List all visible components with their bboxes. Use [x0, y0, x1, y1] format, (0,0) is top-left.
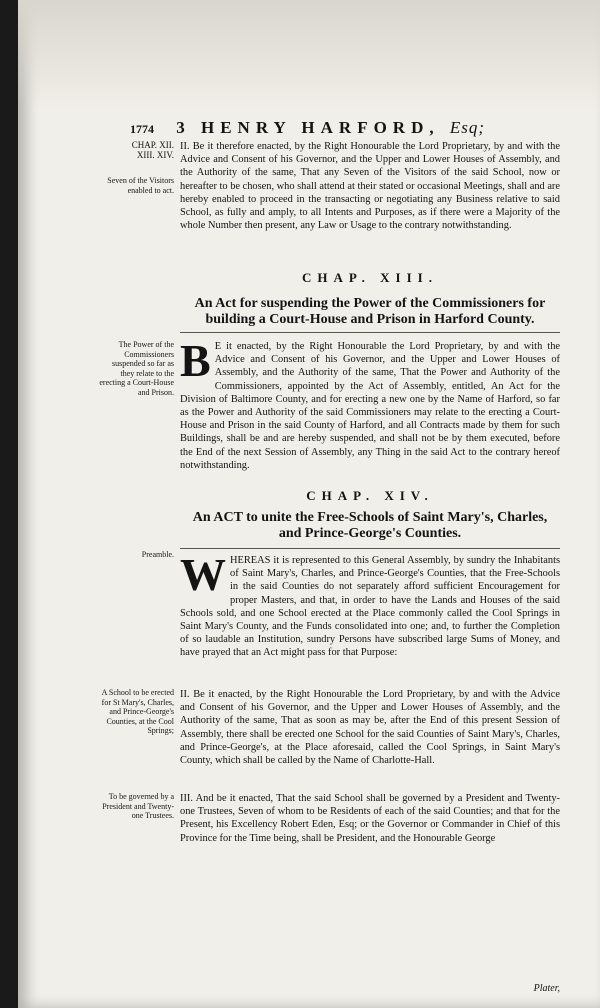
- page-shadow: [18, 0, 600, 110]
- running-title-suffix: Esq;: [449, 118, 486, 137]
- running-title: HENRY HARFORD,: [201, 118, 440, 137]
- chapter-heading: CHAP. XIII.: [302, 270, 438, 285]
- section-paragraph: II. Be it therefore enacted, by the Right Honourable the Lord Proprietary, by and with the Advice and Consent of his Governor, and the Upper and Lower Houses of Assembly, and the Authority of the same, That any Seven of the Visitors of the said School, now or hereafter to be chosen, who shall attend at their stated or occasional Meetings, shall and are hereby enabled to proceed in the transacting or negotiating any Business relative to said School, as fully and amply, to all Intents and Purposes, as if there were a Majority of the whole Number then present, any Law or Usage to the contrary notwithstanding.: [180, 141, 560, 232]
- act-title: [180, 510, 560, 542]
- section-text: [180, 688, 560, 767]
- drop-cap: W: [180, 549, 226, 600]
- section-paragraph: III. And be it enacted, That the said School shall be governed by a President and Twenty-one Trustees, Seven of whom to be Residents of each of the said Counties; and that for the Present, his Excellency Robert Eden, Esq; or the Governor or Commander in Chief of this Province for the Time being, shall be President, and the Honourable George: [180, 793, 560, 844]
- catchword: Plater,: [533, 983, 560, 994]
- act-title-text: An Act for suspending the Power of the Commissioners for building a Court-House and Prison in Harford County.: [194, 296, 546, 327]
- margin-note: To be governed by a President and Twenty-one Trustees.: [102, 792, 174, 820]
- margin-note: The Power of the Commissioners suspended so far as they relate to the erecting a Court-House and Prison.: [99, 340, 174, 397]
- margin-chapter-ref: CHAP. XII. XIII. XIV.: [131, 140, 174, 160]
- document-page: [18, 0, 600, 1008]
- section-text: [180, 140, 560, 232]
- act-title-text: An ACT to unite the Free-Schools of Saint Mary's, Charles, and Prince-George's Counties.: [192, 510, 548, 541]
- page-year: 1774: [130, 122, 154, 136]
- margin-note: Seven of the Visitors enabled to act.: [107, 176, 174, 195]
- act-body: [180, 335, 560, 472]
- margin-note: Preamble.: [141, 550, 174, 559]
- running-head: [130, 118, 600, 138]
- section-paragraph: II. Be it enacted, by the Right Honourable the Lord Proprietary, by and with the Advice and Consent of his Governor, and the Upper and Lower Houses of Assembly, and the Authority of the same, That as soon as may be, after the End of this present Session of Assembly, there shall be erected one School for the said Counties of Saint Mary's, Charles, and Prince-George's, at the Place aforesaid, called the Cool Springs, in Saint Mary's County, which shall be called by the Name of Charlotte-Hall.: [180, 689, 560, 767]
- preamble-body: [180, 549, 560, 660]
- divider: [180, 548, 560, 549]
- drop-cap: B: [180, 335, 211, 386]
- preamble-paragraph: HEREAS it is represented to this General Assembly, by sundry the Inhabitants of Saint Mary's, Charles, and Prince-George's Counties, that the Free-Schools in the said Counties do not separately afford sufficient Encouragement for proper Masters, and that, in order to have the Lands and Houses of the said Schools sold, and one School erected at the Place commonly called the Cool Springs in Saint Mary's County, and the Funds consolidated into one; and, to further the Completion of so laudable an Institution, sundry Persons have subscribed large Sums of Money, and have prayed that an Act might pass for that Purpose:: [180, 555, 560, 659]
- divider: [180, 332, 560, 333]
- act-title: [180, 296, 560, 328]
- page-number: 3: [176, 118, 191, 137]
- act-paragraph: E it enacted, by the Right Honourable the Lord Proprietary, by and with the Advice and Consent of his Governor, and the Upper and Lower Houses of Assembly, and the Authority of the same, That the Power and Authority of the Commissioners, appointed by the Act of Assembly, entitled, An Act for the Division of Baltimore County, and for erecting a new one by the Name of Harford, so far as the Power and Authority of the said Commissioners may relate to the erecting a Court-House and Prison in the said County of Harford, and all Contracts made by them for such Buildings, shall be and are hereby suspended, and shall not be by them executed, before the End of the next Session of Assembly, any Thing in the said Act to the contrary hereof notwithstanding.: [180, 341, 560, 471]
- margin-note: A School to be erected for St Mary's, Charles, and Prince-George's Counties, at the Cool Springs;: [101, 688, 174, 735]
- section-text: [180, 792, 560, 845]
- chapter-heading: CHAP. XIV.: [306, 488, 434, 503]
